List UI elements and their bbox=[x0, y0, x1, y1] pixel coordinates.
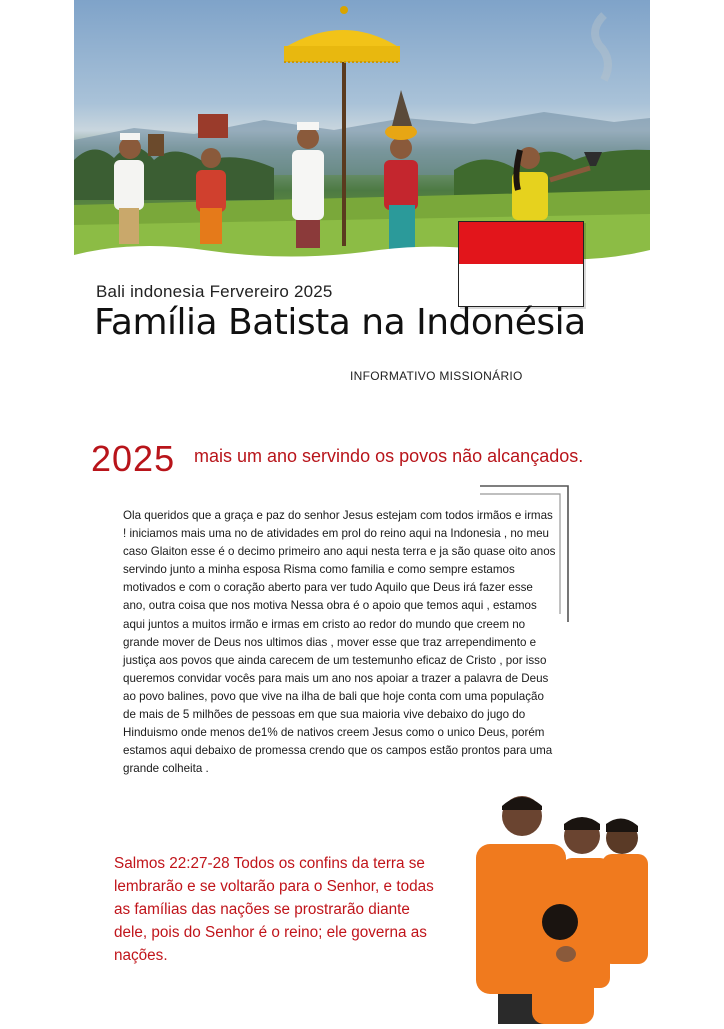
year-heading: 2025 bbox=[91, 438, 176, 479]
children-photo bbox=[470, 786, 652, 1024]
flag-red-stripe bbox=[459, 222, 583, 264]
page-title: Família Batista na Indonésia bbox=[94, 302, 586, 343]
year-tagline: mais um ano servindo os povos não alcançados. bbox=[194, 446, 584, 466]
newsletter-body-paragraph: Ola queridos que a graça e paz do senhor Jesus estejam com todos irmãos e irmas ! iniciamos mais uma no de atividades em prol do reino aqui na Indonesia , no meu caso Glaiton esse é o decimo primeiro ano aqui nesta terra e ja são quase oito anos servindo junto a minha esposa Risma como familia e como sempre estamos motivados e com o coração aberto para ver tudo Aquilo que Deus irá fazer esse ano, outra coisa que nos motiva Nessa obra é o apoio que temos aqui , estamos aqui juntos a muitos irmão e irmas em cristo ao redor do mundo que creem no grande mover de Deus nos ultimos dias , mover esse que traz arrependimento e justiça aos povos que ainda carecem de um testemunho eficaz de Cristo , por isso queremos convidar vocês para mais um ano nos apoiar a trazer a palavra de Deus ao povo balines, povo que vive na ilha de bali que hoje conta com uma população de mais de 5 milhões de pessoas em que sua maioria vive debaixo do jugo do Hinduismo onde menos de1% de nativos creem Jesus como o unico Deus, porém estamos aqui debaixo de promessa crendo que os campos estão prontos para uma grande colheita . bbox=[123, 509, 556, 776]
indonesia-flag bbox=[458, 221, 584, 307]
children-illustration bbox=[470, 786, 652, 1024]
psalm-verse: Salmos 22:27-28 Todos os confins da terra se lembrarão e se voltarão para o Senhor, e todas as famílias das nações se prostrarão diante dele, pois do Senhor é o reino; ele governa as nações. bbox=[114, 855, 434, 964]
newsletter-label: INFORMATIVO MISSIONÁRIO bbox=[350, 369, 523, 383]
location-date-subtitle: Bali indonesia Fervereiro 2025 bbox=[96, 282, 333, 301]
